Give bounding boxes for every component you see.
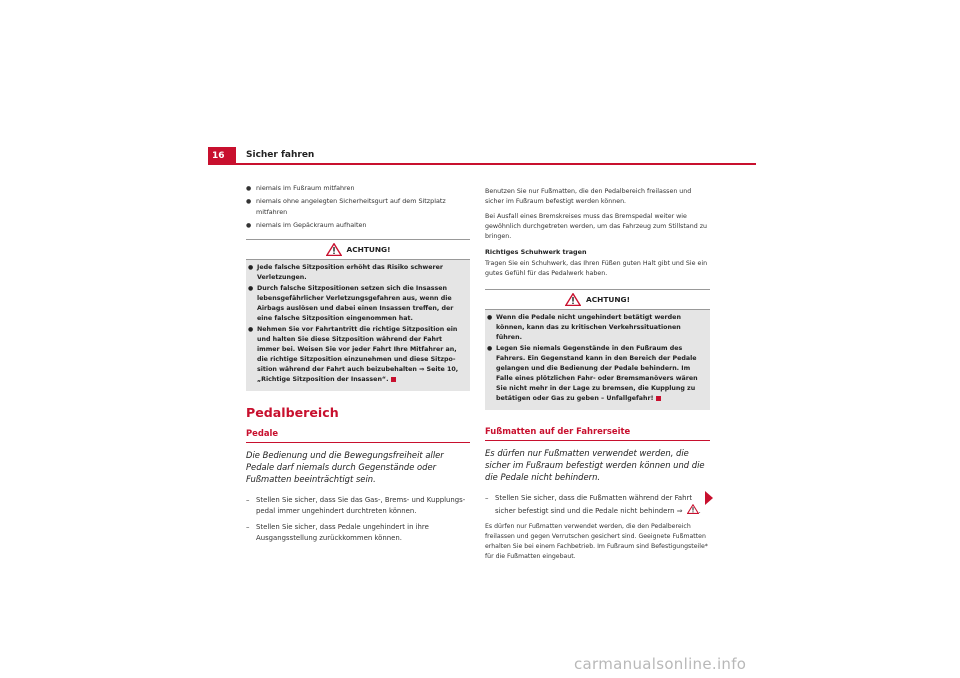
- list-item: ● niemals im Gepäckraum aufhalten: [246, 220, 470, 231]
- warning-item: ● Durch falsche Sitzpositionen setzen sich die Insassen lebensgefährlicher Verletzungsgefahren aus, wenn die Airbags auslösen und dabei einen Insassen treffen, der eine falsche Sitzposition eingenommen hat.: [248, 284, 466, 324]
- warning-item: [248, 325, 466, 385]
- subsection-title: Pedale: [246, 428, 470, 443]
- paragraph: Benutzen Sie nur Fußmatten, die den Pedalbereich freilassen und sicher im Fußraum befestigt werden können.: [485, 188, 692, 205]
- instruction-step: [485, 493, 710, 516]
- instruction-step-text: Stellen Sie sicher, dass die Fußmatten während der Fahrt sicher befestigt sind und die Pedale nicht behindern ⇒: [495, 494, 693, 515]
- page-number: 16: [208, 147, 236, 165]
- warning-item: ● Jede falsche Sitzposition erhöht das Risiko schwerer Verletzungen.: [248, 263, 466, 283]
- intro-text: Es dürfen nur Fußmatten verwendet werden, die sicher im Fußraum befestigt werden können und die die Pedale nicht behindern.: [485, 448, 705, 482]
- paragraph: Bei Ausfall eines Bremskreises muss das Bremspedal weiter wie gewöhnlich durchgetreten werden, um das Fahrzeug zum Stillstand zu bringen.: [485, 213, 708, 240]
- warning-item: [487, 344, 706, 404]
- instruction-step: – Stellen Sie sicher, dass Sie das Gas-, Brems- und Kupplungspedal immer ungehindert durchtreten können.: [246, 495, 470, 516]
- instruction-step: – Stellen Sie sicher, dass Pedale ungehindert in ihre Ausgangsstellung zurückkommen können.: [246, 522, 470, 543]
- header-rule: [208, 163, 756, 165]
- warning-item: ● Wenn die Pedale nicht ungehindert betätigt werden können, kann das zu kritischen Verkehrssituationen führen.: [487, 313, 706, 343]
- list-item: ● niemals ohne angelegten Sicherheitsgurt auf dem Sitzplatz mitfahren: [246, 196, 470, 218]
- warning-item-text: Legen Sie niemals Gegenstände in den Fußraum des Fahrers. Ein Gegenstand kann in den Bereich der Pedale gelangen und die Bedienung der Pedale behindern. Im Falle eines plötzlichen Fahr- oder Bremsmanövers wären Sie nicht mehr in der Lage zu bremsen, die Kupplung zu betätigen oder Gas zu geben – Unfallgefahr!: [496, 345, 698, 402]
- warning-box: [246, 239, 470, 391]
- watermark: carmanualsonline.info: [574, 655, 747, 673]
- paragraph-heading: Richtiges Schuhwerk tragen: [485, 248, 587, 256]
- end-marker-icon: [656, 396, 661, 401]
- warning-triangle-icon: [326, 243, 342, 256]
- instruction-step-end: .: [698, 506, 701, 515]
- page-header-title: Sicher fahren: [246, 150, 315, 160]
- list-item: ● niemals im Fußraum mitfahren: [246, 183, 470, 194]
- end-marker-icon: [391, 377, 396, 382]
- next-page-arrow-icon[interactable]: [705, 491, 713, 505]
- warning-item-text: Nehmen Sie vor Fahrtantritt die richtige Sitzposition ein und halten Sie diese Sitzposition während der Fahrt immer bei. Weisen Sie vor jeder Fahrt Ihre Mitfahrer an, die richtige Sitzposition einzunehmen und diese Sitzposition während der Fahrt auch beizubehalten ⇒ Seite 10, „Richtige Sitzposition der Insassen“.: [257, 326, 459, 383]
- warning-triangle-icon: [565, 293, 581, 306]
- bullet-list: [246, 183, 470, 231]
- intro-text: Die Bedienung und die Bewegungsfreiheit aller Pedale darf niemals durch Gegenstände oder Fußmatten beeinträchtigt sein.: [246, 450, 444, 484]
- warning-title: ACHTUNG!: [586, 294, 630, 304]
- warning-box: [485, 289, 710, 410]
- subsection-title: Fußmatten auf der Fahrerseite: [485, 426, 710, 441]
- paragraph: Es dürfen nur Fußmatten verwendet werden, die den Pedalbereich freilassen und gegen Verrutschen gesichert sind. Geeignete Fußmatten erhalten Sie bei einem Fachbetrieb. Im Fußraum sind Befestigungsteile* für die Fußmatten eingebaut.: [485, 523, 708, 560]
- left-column: [246, 183, 470, 549]
- warning-title: ACHTUNG!: [346, 244, 391, 254]
- warning-header: [246, 240, 470, 260]
- warning-triangle-icon: [687, 504, 699, 514]
- right-column: [485, 187, 710, 562]
- warning-header: [485, 290, 710, 310]
- paragraph: Tragen Sie ein Schuhwerk, das Ihren Füßen guten Halt gibt und Sie ein gutes Gefühl für das Pedalwerk haben.: [485, 260, 708, 277]
- section-title: Pedalbereich: [246, 405, 339, 420]
